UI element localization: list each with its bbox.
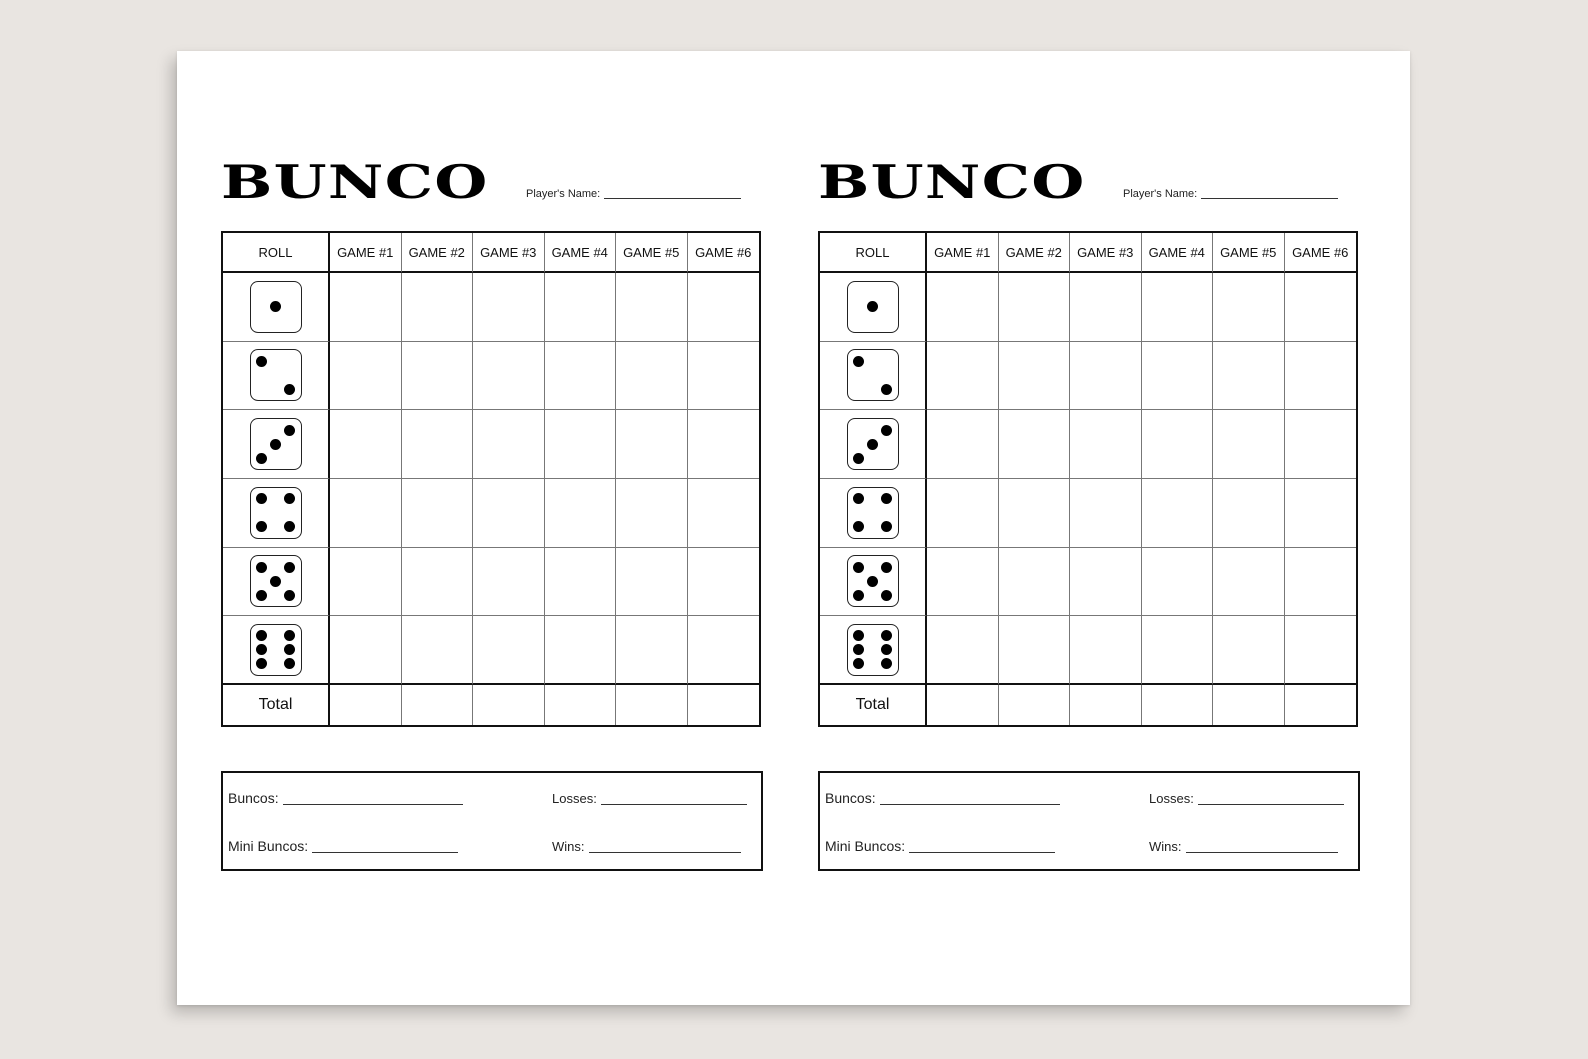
roll-cell-1	[820, 273, 927, 342]
die-pip	[853, 521, 864, 532]
score-cell-roll-3-game-3[interactable]	[473, 410, 545, 479]
score-cell-roll-4-game-1[interactable]	[927, 479, 999, 548]
game-header-1: GAME #1	[330, 233, 402, 273]
score-cell-roll-1-game-5[interactable]	[616, 273, 688, 342]
die-pip	[256, 453, 267, 464]
die-pip	[881, 384, 892, 395]
score-cell-roll-4-game-2[interactable]	[402, 479, 474, 548]
total-cell-game-2[interactable]	[999, 685, 1071, 725]
die-pip	[256, 658, 267, 669]
score-cell-roll-6-game-5[interactable]	[1213, 616, 1285, 685]
score-cell-roll-3-game-3[interactable]	[1070, 410, 1142, 479]
stats-box	[818, 771, 1360, 871]
score-cell-roll-2-game-3[interactable]	[1070, 342, 1142, 411]
score-cell-roll-6-game-3[interactable]	[473, 616, 545, 685]
score-cell-roll-1-game-3[interactable]	[1070, 273, 1142, 342]
mini-buncos-field	[825, 838, 1055, 854]
buncos-label: Buncos:	[825, 790, 876, 806]
game-header-4: GAME #4	[545, 233, 617, 273]
score-cell-roll-6-game-4[interactable]	[545, 616, 617, 685]
die-pip	[853, 562, 864, 573]
total-cell-game-1[interactable]	[927, 685, 999, 725]
roll-cell-1	[223, 273, 330, 342]
stats-box	[221, 771, 763, 871]
die-pip	[270, 439, 281, 450]
die-pip	[256, 521, 267, 532]
score-cell-roll-2-game-5[interactable]	[616, 342, 688, 411]
wins-label: Wins:	[1149, 839, 1182, 854]
losses-blank[interactable]	[1198, 804, 1344, 805]
score-cell-roll-3-game-4[interactable]	[1142, 410, 1214, 479]
score-cell-roll-4-game-5[interactable]	[616, 479, 688, 548]
die-1-icon	[250, 281, 302, 333]
score-cell-roll-2-game-6[interactable]	[688, 342, 760, 411]
score-cell-roll-3-game-5[interactable]	[1213, 410, 1285, 479]
score-cell-roll-6-game-1[interactable]	[927, 616, 999, 685]
score-cell-roll-2-game-6[interactable]	[1285, 342, 1357, 411]
game-header-6: GAME #6	[1285, 233, 1357, 273]
total-cell-game-5[interactable]	[616, 685, 688, 725]
die-4-icon	[847, 487, 899, 539]
die-2-icon	[847, 349, 899, 401]
die-3-icon	[250, 418, 302, 470]
game-header-5: GAME #5	[616, 233, 688, 273]
roll-cell-4	[223, 479, 330, 548]
players-name-label: Player's Name:	[1123, 188, 1198, 200]
die-pip	[853, 658, 864, 669]
score-cell-roll-5-game-6[interactable]	[1285, 548, 1357, 617]
losses-label: Losses:	[1149, 791, 1194, 806]
total-label-cell	[820, 685, 927, 725]
score-cell-roll-2-game-2[interactable]	[999, 342, 1071, 411]
score-cell-roll-4-game-3[interactable]	[473, 479, 545, 548]
die-pip	[256, 630, 267, 641]
buncos-label: Buncos:	[228, 790, 279, 806]
die-pip	[256, 590, 267, 601]
buncos-blank[interactable]	[880, 804, 1060, 805]
score-cell-roll-3-game-5[interactable]	[616, 410, 688, 479]
score-cell-roll-4-game-6[interactable]	[1285, 479, 1357, 548]
die-pip	[881, 630, 892, 641]
score-cell-roll-1-game-5[interactable]	[1213, 273, 1285, 342]
die-3-icon	[847, 418, 899, 470]
die-pip	[284, 630, 295, 641]
score-cell-roll-4-game-2[interactable]	[999, 479, 1071, 548]
mini-buncos-blank[interactable]	[909, 852, 1055, 853]
players-name-blank[interactable]	[1201, 198, 1338, 199]
score-cell-roll-2-game-4[interactable]	[545, 342, 617, 411]
score-cell-roll-6-game-2[interactable]	[402, 616, 474, 685]
die-pip	[867, 301, 878, 312]
total-cell-game-2[interactable]	[402, 685, 474, 725]
die-pip	[853, 453, 864, 464]
score-cell-roll-3-game-2[interactable]	[402, 410, 474, 479]
die-5-icon	[250, 555, 302, 607]
die-pip	[256, 493, 267, 504]
total-cell-game-3[interactable]	[473, 685, 545, 725]
score-cell-roll-6-game-6[interactable]	[1285, 616, 1357, 685]
mini-buncos-label: Mini Buncos:	[228, 838, 309, 854]
scorecard-right	[818, 51, 1378, 951]
die-pip	[867, 439, 878, 450]
score-cell-roll-4-game-4[interactable]	[1142, 479, 1214, 548]
die-pip	[881, 425, 892, 436]
score-cell-roll-6-game-2[interactable]	[999, 616, 1071, 685]
score-cell-roll-1-game-1[interactable]	[927, 273, 999, 342]
score-cell-roll-1-game-2[interactable]	[402, 273, 474, 342]
total-cell-game-4[interactable]	[545, 685, 617, 725]
scorecard-left	[221, 51, 781, 951]
die-1-icon	[847, 281, 899, 333]
losses-field	[552, 791, 747, 806]
total-label: Total	[258, 695, 293, 713]
game-header-3: GAME #3	[1070, 233, 1142, 273]
score-cell-roll-3-game-1[interactable]	[927, 410, 999, 479]
score-cell-roll-6-game-3[interactable]	[1070, 616, 1142, 685]
score-cell-roll-2-game-5[interactable]	[1213, 342, 1285, 411]
score-cell-roll-5-game-1[interactable]	[927, 548, 999, 617]
total-cell-game-6[interactable]	[688, 685, 760, 725]
score-cell-roll-3-game-4[interactable]	[545, 410, 617, 479]
die-pip	[881, 521, 892, 532]
roll-cell-2	[820, 342, 927, 411]
roll-cell-3	[223, 410, 330, 479]
die-pip	[256, 356, 267, 367]
roll-cell-6	[223, 616, 330, 685]
buncos-field	[228, 790, 463, 806]
mini-buncos-label: Mini Buncos:	[825, 838, 906, 854]
score-cell-roll-5-game-3[interactable]	[1070, 548, 1142, 617]
die-pip	[284, 644, 295, 655]
score-sheet-paper	[177, 51, 1410, 1005]
score-table	[818, 231, 1358, 727]
roll-header: ROLL	[223, 233, 330, 273]
die-pip	[284, 658, 295, 669]
die-5-icon	[847, 555, 899, 607]
score-cell-roll-4-game-6[interactable]	[688, 479, 760, 548]
game-header-2: GAME #2	[999, 233, 1071, 273]
die-pip	[881, 590, 892, 601]
score-cell-roll-6-game-5[interactable]	[616, 616, 688, 685]
die-6-icon	[847, 624, 899, 676]
total-cell-game-3[interactable]	[1070, 685, 1142, 725]
die-pip	[881, 644, 892, 655]
game-header-2: GAME #2	[402, 233, 474, 273]
die-pip	[881, 562, 892, 573]
die-pip	[881, 658, 892, 669]
total-cell-game-6[interactable]	[1285, 685, 1357, 725]
die-pip	[853, 630, 864, 641]
roll-header: ROLL	[820, 233, 927, 273]
bunco-title: BUNCO	[221, 155, 489, 209]
buncos-blank[interactable]	[283, 804, 463, 805]
score-cell-roll-3-game-6[interactable]	[1285, 410, 1357, 479]
roll-cell-2	[223, 342, 330, 411]
score-cell-roll-5-game-2[interactable]	[402, 548, 474, 617]
die-pip	[284, 493, 295, 504]
total-label: Total	[855, 695, 890, 713]
roll-cell-3	[820, 410, 927, 479]
die-2-icon	[250, 349, 302, 401]
players-name-blank[interactable]	[604, 198, 741, 199]
total-cell-game-1[interactable]	[330, 685, 402, 725]
score-cell-roll-1-game-3[interactable]	[473, 273, 545, 342]
die-pip	[853, 644, 864, 655]
score-cell-roll-2-game-2[interactable]	[402, 342, 474, 411]
die-pip	[270, 301, 281, 312]
buncos-field	[825, 790, 1060, 806]
score-cell-roll-5-game-1[interactable]	[330, 548, 402, 617]
score-cell-roll-1-game-4[interactable]	[1142, 273, 1214, 342]
score-cell-roll-4-game-1[interactable]	[330, 479, 402, 548]
score-cell-roll-4-game-3[interactable]	[1070, 479, 1142, 548]
mini-buncos-blank[interactable]	[312, 852, 458, 853]
score-cell-roll-5-game-2[interactable]	[999, 548, 1071, 617]
score-cell-roll-2-game-1[interactable]	[927, 342, 999, 411]
score-cell-roll-5-game-5[interactable]	[1213, 548, 1285, 617]
score-cell-roll-6-game-1[interactable]	[330, 616, 402, 685]
game-header-6: GAME #6	[688, 233, 760, 273]
die-pip	[256, 644, 267, 655]
score-cell-roll-1-game-4[interactable]	[545, 273, 617, 342]
die-pip	[256, 562, 267, 573]
score-cell-roll-3-game-6[interactable]	[688, 410, 760, 479]
score-cell-roll-2-game-4[interactable]	[1142, 342, 1214, 411]
score-cell-roll-4-game-5[interactable]	[1213, 479, 1285, 548]
score-cell-roll-2-game-3[interactable]	[473, 342, 545, 411]
die-pip	[284, 521, 295, 532]
score-cell-roll-5-game-5[interactable]	[616, 548, 688, 617]
die-pip	[867, 576, 878, 587]
roll-cell-4	[820, 479, 927, 548]
score-cell-roll-1-game-1[interactable]	[330, 273, 402, 342]
game-header-5: GAME #5	[1213, 233, 1285, 273]
wins-field	[552, 839, 741, 854]
score-cell-roll-5-game-6[interactable]	[688, 548, 760, 617]
total-cell-game-5[interactable]	[1213, 685, 1285, 725]
roll-cell-5	[820, 548, 927, 617]
score-cell-roll-3-game-2[interactable]	[999, 410, 1071, 479]
score-cell-roll-2-game-1[interactable]	[330, 342, 402, 411]
players-name-field	[1123, 188, 1338, 200]
mini-buncos-field	[228, 838, 458, 854]
game-header-3: GAME #3	[473, 233, 545, 273]
score-table	[221, 231, 761, 727]
wins-blank[interactable]	[589, 852, 741, 853]
die-pip	[284, 590, 295, 601]
die-pip	[853, 590, 864, 601]
die-pip	[853, 493, 864, 504]
bunco-title: BUNCO	[818, 155, 1086, 209]
total-label-cell	[223, 685, 330, 725]
die-pip	[284, 384, 295, 395]
losses-field	[1149, 791, 1344, 806]
score-cell-roll-1-game-2[interactable]	[999, 273, 1071, 342]
die-pip	[284, 425, 295, 436]
wins-blank[interactable]	[1186, 852, 1338, 853]
total-cell-game-4[interactable]	[1142, 685, 1214, 725]
score-cell-roll-5-game-3[interactable]	[473, 548, 545, 617]
losses-blank[interactable]	[601, 804, 747, 805]
score-cell-roll-5-game-4[interactable]	[1142, 548, 1214, 617]
roll-cell-5	[223, 548, 330, 617]
die-pip	[881, 493, 892, 504]
game-header-4: GAME #4	[1142, 233, 1214, 273]
losses-label: Losses:	[552, 791, 597, 806]
game-header-1: GAME #1	[927, 233, 999, 273]
wins-field	[1149, 839, 1338, 854]
score-cell-roll-6-game-6[interactable]	[688, 616, 760, 685]
players-name-field	[526, 188, 741, 200]
roll-cell-6	[820, 616, 927, 685]
score-cell-roll-6-game-4[interactable]	[1142, 616, 1214, 685]
score-cell-roll-1-game-6[interactable]	[1285, 273, 1357, 342]
players-name-label: Player's Name:	[526, 188, 601, 200]
die-pip	[284, 562, 295, 573]
die-4-icon	[250, 487, 302, 539]
wins-label: Wins:	[552, 839, 585, 854]
score-cell-roll-3-game-1[interactable]	[330, 410, 402, 479]
score-cell-roll-5-game-4[interactable]	[545, 548, 617, 617]
die-6-icon	[250, 624, 302, 676]
die-pip	[853, 356, 864, 367]
score-cell-roll-4-game-4[interactable]	[545, 479, 617, 548]
score-cell-roll-1-game-6[interactable]	[688, 273, 760, 342]
die-pip	[270, 576, 281, 587]
